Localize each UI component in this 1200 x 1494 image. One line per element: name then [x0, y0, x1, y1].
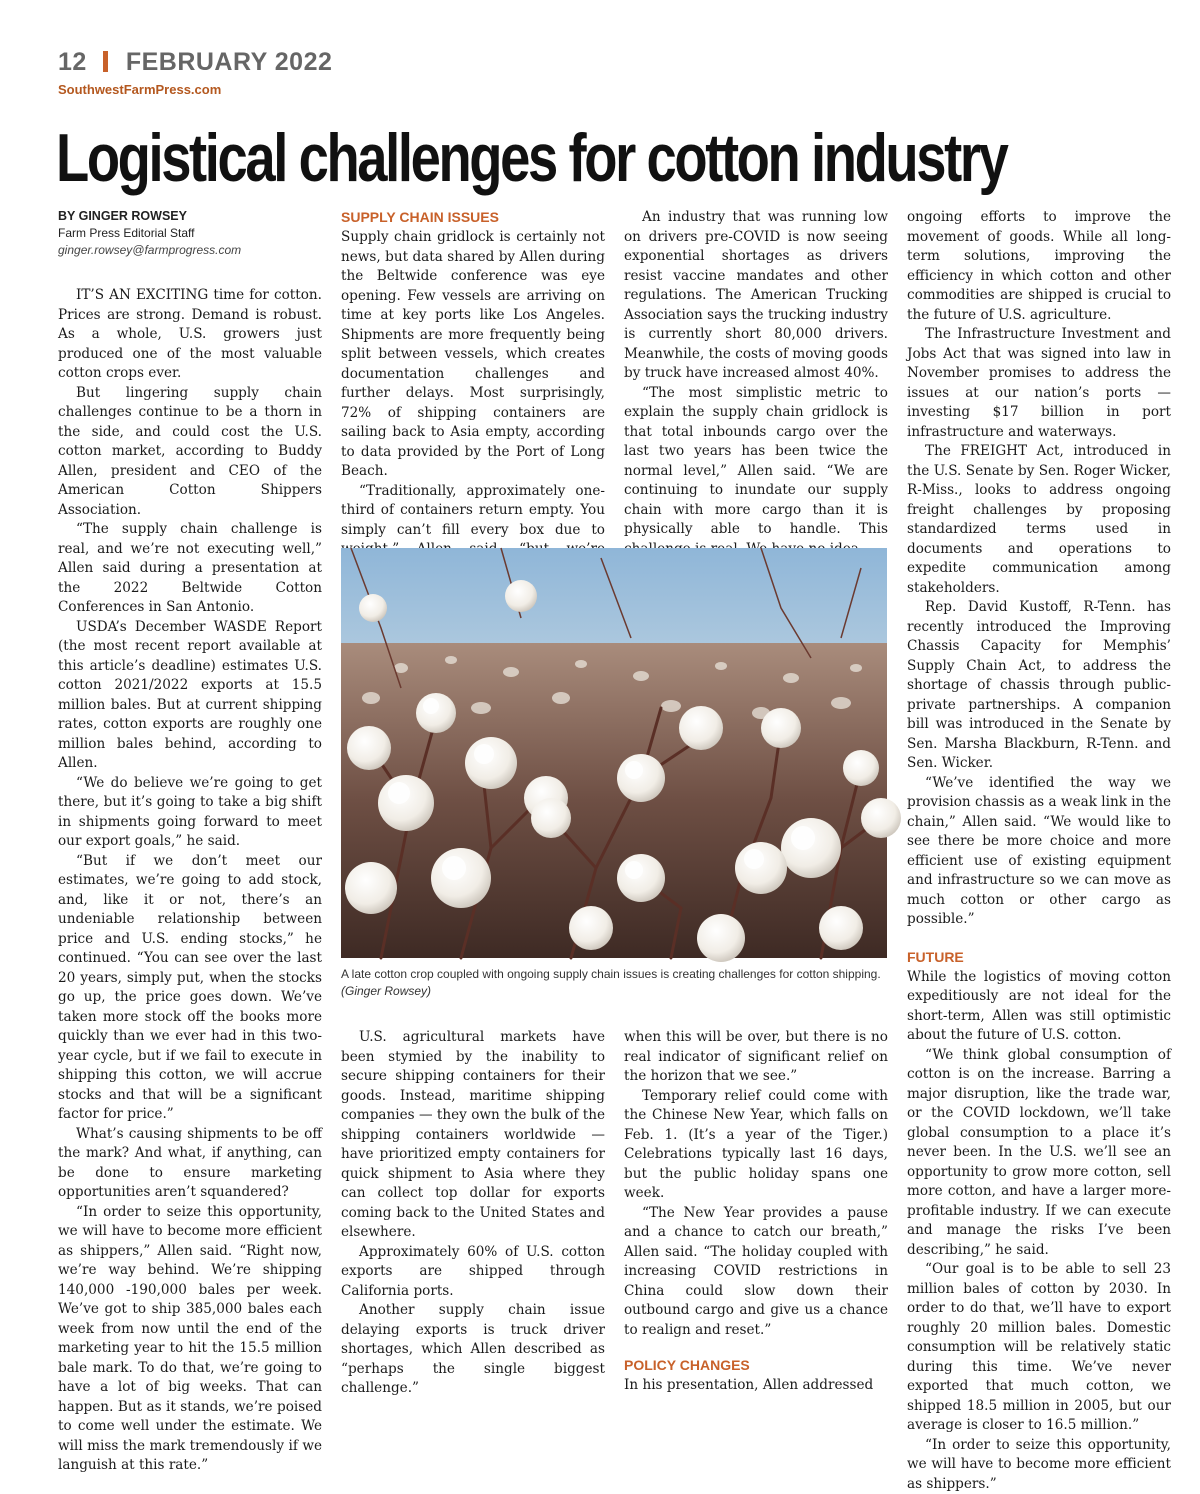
- body-paragraph: IT’S AN EXCITING time for cotton. Prices are strong. Demand is robust. As a whole, U.S. growers just produced one of the most valuable cotton crops ever.: [58, 286, 322, 384]
- body-paragraph: “We think global consumption of cotton is on the increase. Barring a major disruption, like the trade war, or the COVID lockdown, we’ll take global consumption to a place it’s never been. In the U.S. we’ll see an opportunity to grow more cotton, sell more cotton, and have a larger more-profitable industry. If we can execute and manage the risks I’ve been describing,” he said.: [907, 1046, 1171, 1261]
- body-paragraph: The Infrastructure Investment and Jobs Act that was signed into law in November promises to address the issues at our nation’s ports — investing $17 billion in port infrastructure and waterways.: [907, 325, 1171, 442]
- photo-caption: [341, 966, 887, 1000]
- body-paragraph: Temporary relief could come with the Chinese New Year, which falls on Feb. 1. (It’s a year of the Tiger.) Celebrations typically last 16 days, but the public holiday spans one week.: [624, 1087, 888, 1204]
- body-paragraph: “We do believe we’re going to get there, but it’s going to take a big shift in shipments going forward to meet our export goals,” he said.: [58, 774, 322, 852]
- body-paragraph: An industry that was running low on drivers pre-COVID is now seeing exponential shortages as drivers resist vaccine mandates and other regulations. The American Trucking Association says the trucking industry is currently short 80,000 drivers. Meanwhile, the costs of moving goods by truck have increased almost 40%.: [624, 208, 888, 384]
- byline: [58, 208, 241, 259]
- body-paragraph: “In order to seize this opportunity, we will have to become more efficient as shippers,” Allen said. “Right now, we’re way behind. We’re shipping 140,000 -190,000 bales per week. We’ve got to ship 385,000 bales each week from now until the end of the marketing year to hit the 15.5 million bale mark. To do that, we’re going to have a lot of big weeks. That can happen. But as it stands, we’re poised to come well under the estimate. We will miss the mark tremendously if we languish at this rate.”: [58, 1203, 322, 1476]
- page-folio: [58, 48, 332, 77]
- subhead-future: FUTURE: [907, 948, 1171, 966]
- body-paragraph: “Traditionally, approximately one-third of containers return empty. You simply can’t fill every box due to: [341, 482, 605, 599]
- body-paragraph: “The most simplistic metric to explain the supply chain gridlock is that total inbounds cargo over the last two years has been twice the normal level,” Allen said. “We are continuing to inundate our supply chain with more cargo than it is physically able to handle. This: [624, 384, 888, 560]
- body-paragraph: “But if we don’t meet our estimates, we’re going to add stock, and, like it or not, there’s an undeniable relationship between price and U.S. ending stocks,” he continued. “You can see over the last 20 years, simply put, when the stocks go up, the price goes down. We’ve taken more stock off the books more quickly than we ever had in this two-year cycle, but if we fail to execute in shipping this cotton, we will accrue stocks and that will be a significant factor for price.”: [58, 852, 322, 1125]
- author-role: Farm Press Editorial Staff: [58, 225, 241, 242]
- article-column-4: [907, 208, 1171, 1494]
- article-title: Logistical challenges for cotton industry: [56, 110, 1006, 206]
- body-paragraph: The FREIGHT Act, introduced in the U.S. Senate by Sen. Roger Wicker, R-Miss., looks to address ongoing freight challenges by proposing standardized terms used in documents and operations to expedite communication among stakeholders.: [907, 442, 1171, 598]
- body-paragraph: In his presentation, Allen addressed: [624, 1376, 888, 1396]
- body-paragraph: What’s causing shipments to be off the mark? And what, if anything, can be done to ensure marketing opportunities aren’t squandered?: [58, 1125, 322, 1203]
- body-paragraph: Approximately 60% of U.S. cotton exports are shipped through California ports.: [341, 1243, 605, 1302]
- body-paragraph: ongoing efforts to improve the movement of goods. While all long-term solutions, improving the efficiency in which cotton and other commodities are shipped is crucial to the future of U.S. agriculture.: [907, 208, 1171, 325]
- subhead-policy-changes: POLICY CHANGES: [624, 1356, 888, 1374]
- folio-divider: [103, 51, 108, 72]
- body-paragraph: Rep. David Kustoff, R-Tenn. has recently introduced the Improving Chassis Capacity for Memphis’ Supply Chain Act, to address the shortage of chassis through public-private partnerships. A companion bill was introduced in the Senate by Sen. Marsha Blackburn, R-Tenn. and Sen. Wicker.: [907, 598, 1171, 774]
- issue-date: FEBRUARY 2022: [126, 48, 333, 76]
- body-paragraph: But lingering supply chain challenges continue to be a thorn in the side, and could cost the U.S. cotton market, according to Buddy Allen, president and CEO of the American Cotton Shippers Association.: [58, 384, 322, 521]
- cotton-field-illustration: [341, 548, 887, 958]
- body-paragraph: “Our goal is to be able to sell 23 million bales of cotton by 2030. In order to do that, we’ll have to export roughly 20 million bales. Domestic consumption will be relatively static during this time. We’ve never exported that much cotton, we shipped 18.5 million in 2005, but our average is closer to 16.5 million.”: [907, 1260, 1171, 1436]
- article-column-3-bottom: [624, 1028, 888, 1396]
- subhead-supply-chain: SUPPLY CHAIN ISSUES: [341, 208, 605, 226]
- body-paragraph: Another supply chain issue delaying exports is truck driver shortages, which Allen described as “perhaps the single biggest challenge.”: [341, 1301, 605, 1399]
- body-paragraph: Supply chain gridlock is certainly not news, but data shared by Allen during the Beltwide conference was eye opening. Few vessels are arriving on time at key ports like Los Angeles. Shipments are more frequently being split between vessels, which creates documentation challenges and further delays. Most surprisingly, 72% of shipping containers are sailing back to Asia empty, according to data provided by the Port of Long Beach.: [341, 228, 605, 482]
- body-paragraph: U.S. agricultural markets have been stymied by the inability to secure shipping containers for their goods. Instead, maritime shipping companies — they own the bulk of the shipping containers worldwide — have prioritized empty containers for quick shipment to Asia where they can collect top dollar for exports coming back to the United States and elsewhere.: [341, 1028, 605, 1243]
- article-column-2-bottom: [341, 1028, 605, 1399]
- body-paragraph: “We’ve identified the way we provision chassis as a weak link in the chain,” Allen said. “We would like to see there be more choice and more efficient use of existing equipment and infrastructure so we can move as much cotton or other cargo as possible.”: [907, 774, 1171, 930]
- article-column-3-top: [624, 208, 888, 559]
- article-column-1: [58, 286, 322, 1476]
- photo-credit: (Ginger Rowsey): [341, 984, 431, 998]
- cotton-field-photo: [341, 548, 887, 958]
- website-link[interactable]: SouthwestFarmPress.com: [58, 82, 221, 97]
- body-paragraph: “In order to seize this opportunity, we will have to become more efficient as shippers.”: [907, 1436, 1171, 1494]
- caption-text: A late cotton crop coupled with ongoing supply chain issues is creating challenges for cotton shipping.: [341, 967, 881, 981]
- page-number: 12: [58, 48, 87, 76]
- body-paragraph: While the logistics of moving cotton expeditiously are not ideal for the short-term, Allen was still optimistic about the future of U.S. cotton.: [907, 968, 1171, 1046]
- body-paragraph: “The New Year provides a pause and a chance to catch our breath,” Allen said. “The holiday coupled with increasing COVID restrictions in China could slow down their outbound cargo and give us a chance to realign and reset.”: [624, 1204, 888, 1341]
- author-email[interactable]: ginger.rowsey@farmprogress.com: [58, 242, 241, 259]
- body-paragraph: when this will be over, but there is no real indicator of significant relief on the horizon that we see.”: [624, 1028, 888, 1087]
- body-paragraph: “The supply chain challenge is real, and we’re not executing well,” Allen said during a presentation at the 2022 Beltwide Cotton Conferences in San Antonio.: [58, 520, 322, 618]
- article-column-2-top: [341, 208, 605, 599]
- author-name: BY GINGER ROWSEY: [58, 208, 241, 225]
- body-paragraph: USDA’s December WASDE Report (the most recent report available at this article’s deadline) estimates U.S. cotton 2021/2022 exports at 15.5 million bales. But at current shipping rates, cotton exports are roughly one million bales behind, according to Allen.: [58, 618, 322, 774]
